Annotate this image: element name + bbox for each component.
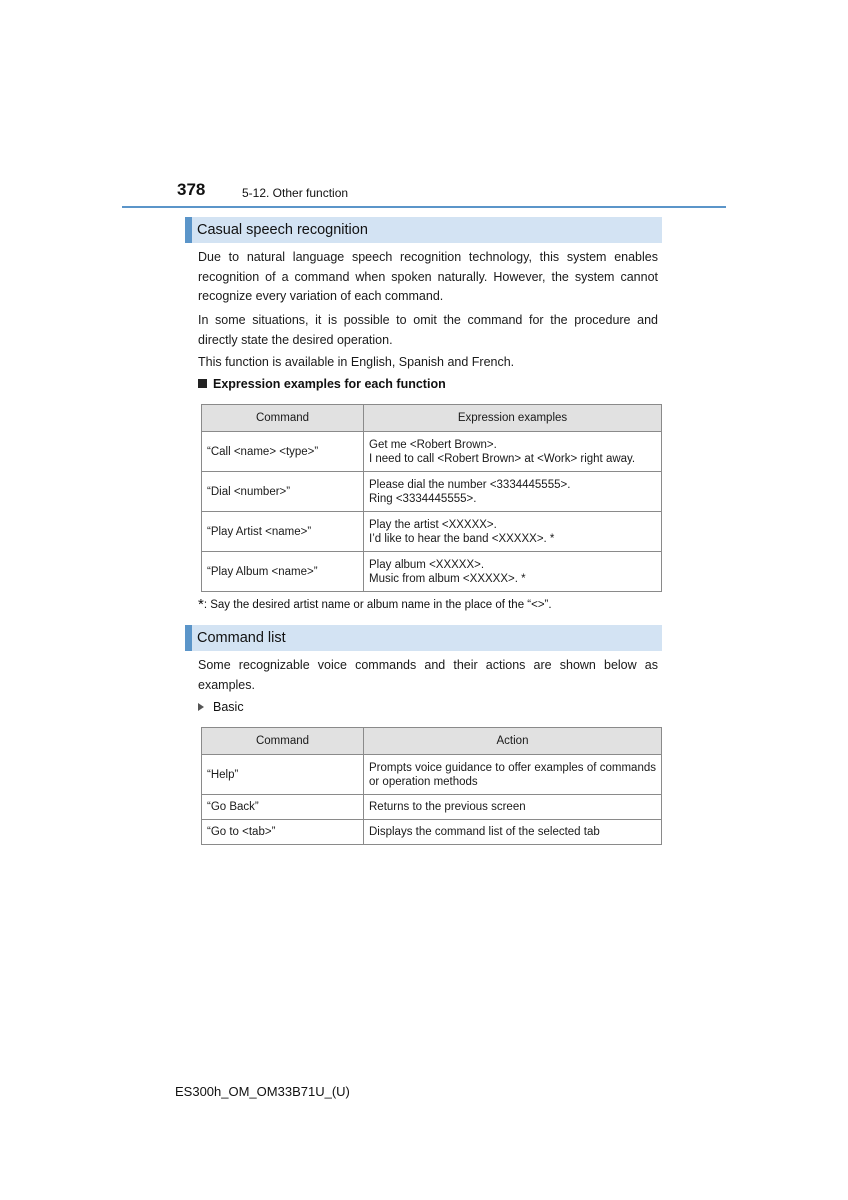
- expression-line: I need to call <Robert Brown> at <Work> right away.: [369, 452, 636, 465]
- expression-cell: [364, 512, 662, 552]
- page-number: 378: [177, 180, 206, 199]
- command-cell: “Call <name> <type>”: [202, 432, 364, 472]
- column-header-command: Command: [202, 728, 364, 755]
- expression-line: Ring <3334445555>.: [369, 492, 477, 505]
- table-row: [202, 795, 662, 820]
- expression-line: Music from album <XXXXX>. *: [369, 572, 526, 585]
- command-cell: “Go Back”: [202, 795, 364, 820]
- table-row: [202, 512, 662, 552]
- expression-cell: [364, 552, 662, 592]
- expression-cell: [364, 472, 662, 512]
- command-list-section-header: [185, 625, 662, 651]
- command-list-table: [201, 727, 662, 845]
- table-header-row: [202, 405, 662, 432]
- expression-line: Play the artist <XXXXX>.: [369, 518, 497, 531]
- document-id: ES300h_OM_OM33B71U_(U): [175, 1084, 350, 1099]
- footnote: [198, 596, 552, 613]
- expression-line: I’d like to hear the band <XXXXX>. *: [369, 532, 555, 545]
- casual-speech-paragraph-3: This function is available in English, Spanish and French.: [198, 355, 515, 369]
- header-divider: [122, 206, 726, 208]
- column-header-action: Action: [364, 728, 662, 755]
- command-cell: “Play Artist <name>”: [202, 512, 364, 552]
- action-cell: Prompts voice guidance to offer examples of commands or operation methods: [364, 755, 662, 795]
- footnote-text: : Say the desired artist name or album name in the place of the “<>”.: [203, 599, 552, 611]
- action-cell: Returns to the previous screen: [364, 795, 662, 820]
- table-row: [202, 432, 662, 472]
- triangle-bullet-icon: [198, 703, 204, 711]
- casual-speech-section-header: [185, 217, 662, 243]
- table-row: [202, 820, 662, 845]
- expression-line: Get me <Robert Brown>.: [369, 438, 497, 451]
- expression-examples-table: [201, 404, 662, 592]
- command-list-title: Command list: [197, 630, 286, 646]
- command-cell: “Play Album <name>”: [202, 552, 364, 592]
- casual-speech-paragraph-2: In some situations, it is possible to omit the command for the procedure and directly state the desired operation.: [198, 313, 658, 347]
- basic-label: Basic: [213, 700, 244, 714]
- expression-line: Please dial the number <3334445555>.: [369, 478, 571, 491]
- table-row: [202, 755, 662, 795]
- casual-speech-paragraph-1: Due to natural language speech recognition technology, this system enables recognition of a command when spoken naturally. However, the system cannot recognize every variation of each command.: [198, 250, 658, 303]
- expression-examples-label: Expression examples for each function: [213, 377, 446, 391]
- casual-speech-title: Casual speech recognition: [197, 222, 368, 238]
- table-row: [202, 552, 662, 592]
- column-header-expression: Expression examples: [364, 405, 662, 432]
- footnote-asterisk: *: [198, 596, 204, 613]
- table-row: [202, 472, 662, 512]
- table-header-row: [202, 728, 662, 755]
- command-list-intro: Some recognizable voice commands and their actions are shown below as examples.: [198, 658, 658, 692]
- command-cell: “Dial <number>”: [202, 472, 364, 512]
- action-cell: Displays the command list of the selected tab: [364, 820, 662, 845]
- square-bullet-icon: [198, 379, 207, 388]
- expression-line: Play album <XXXXX>.: [369, 558, 485, 571]
- expression-cell: [364, 432, 662, 472]
- basic-subheading: [198, 700, 244, 714]
- command-cell: “Go to <tab>”: [202, 820, 364, 845]
- command-cell: “Help”: [202, 755, 364, 795]
- section-reference: 5-12. Other function: [242, 186, 349, 200]
- column-header-command: Command: [202, 405, 364, 432]
- expression-examples-subheading: [198, 377, 446, 391]
